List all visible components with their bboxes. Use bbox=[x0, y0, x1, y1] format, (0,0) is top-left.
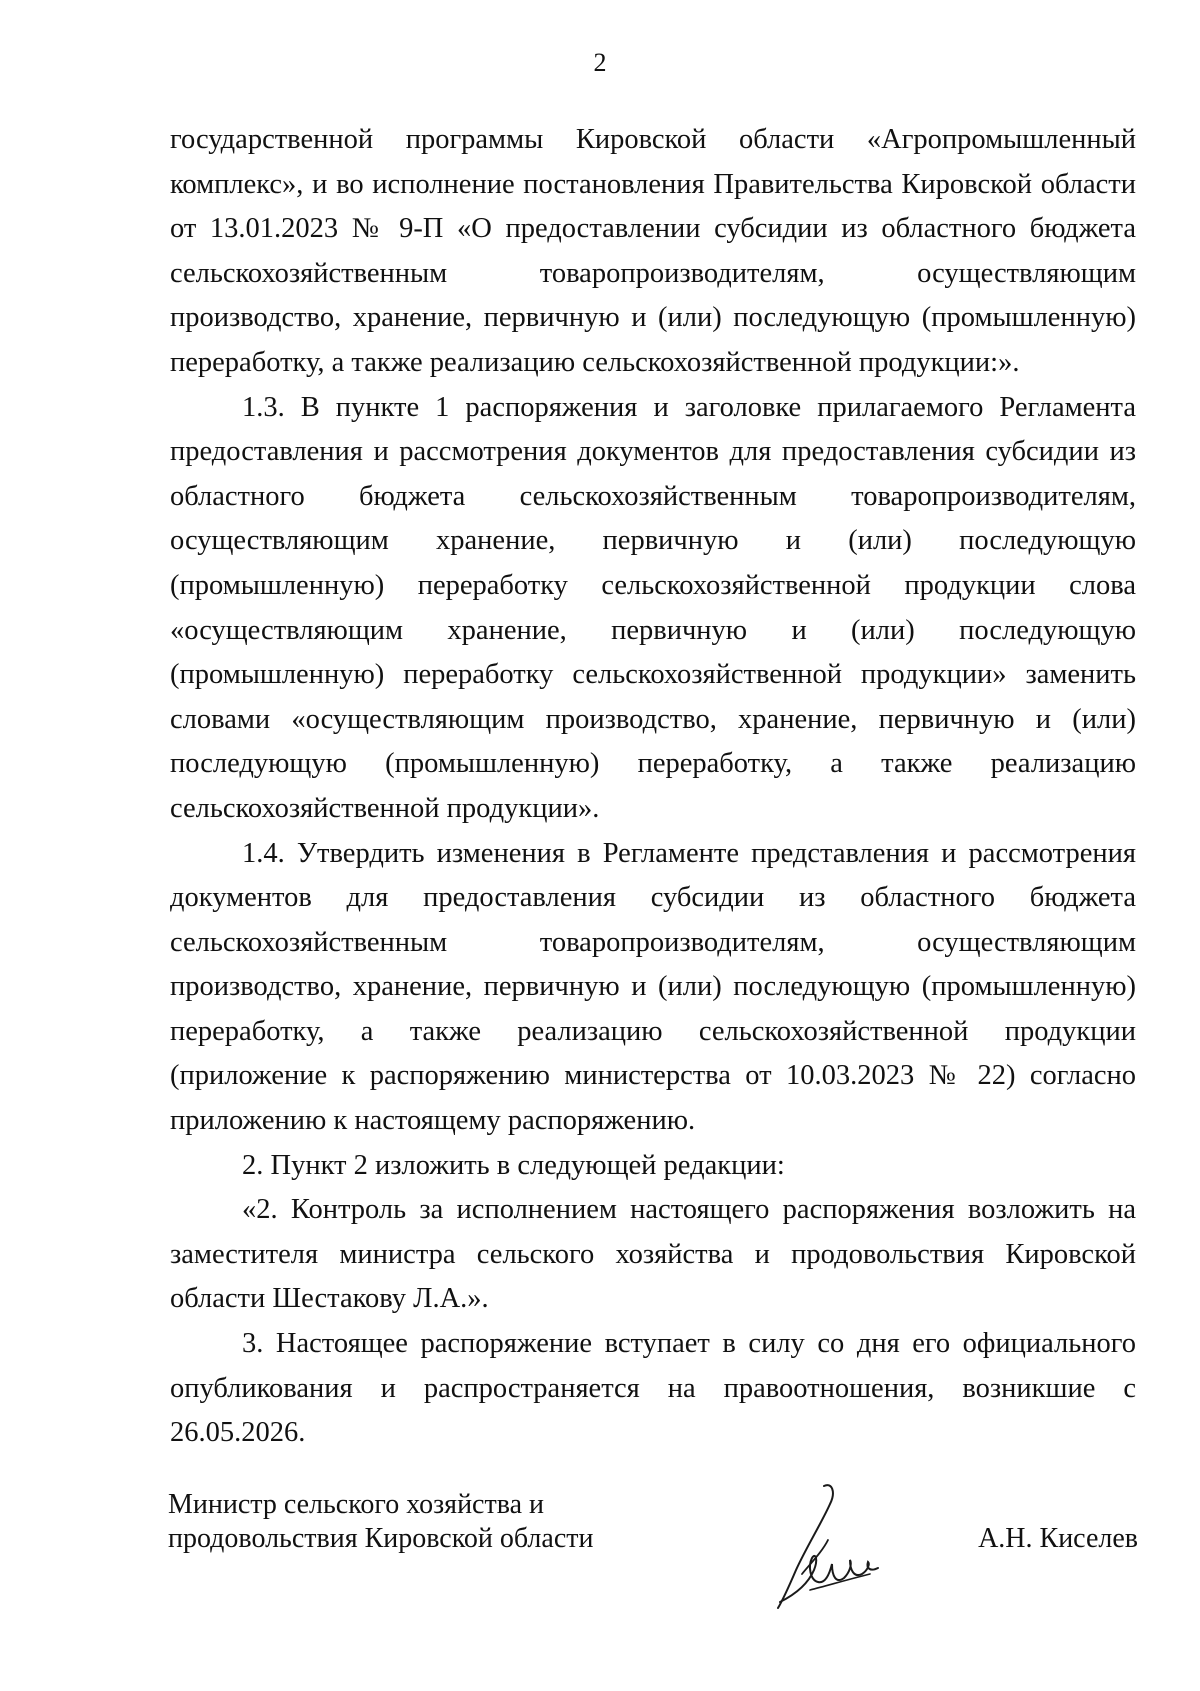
signer-title bbox=[168, 1488, 638, 1556]
paragraph-item-1-4: 1.4. Утвердить изменения в Регламенте представления и рассмотрения документов для предоставления субсидии из областного бюджета сельскохозяйственным товаропроизводителям, осуществляющим производство, хранение, первичную и (или) последующую (промышленную) переработку, а также реализацию сельскохозяйственной продукции (приложение к распоряжению министерства от 10.03.2023 № 22) согласно приложению к настоящему распоряжению. bbox=[170, 837, 1136, 1137]
paragraph-item-2: 2. Пункт 2 изложить в следующей редакции: bbox=[242, 1149, 785, 1181]
handwritten-signature bbox=[766, 1478, 886, 1618]
paragraph-continuation: государственной программы Кировской области «Агропромышленный комплекс», и во исполнение постановления Правительства Кировской области от 13.01.2023 № 9-П «О предоставлении субсидии из областного бюджета сельскохозяйственным товаропроизводителям, осуществляющим производство, хранение, первичную и (или) последующую (промышленную) переработку, а также реализацию сельскохозяйственной продукции:». bbox=[170, 124, 1136, 378]
paragraph-item-3: 3. Настоящее распоряжение вступает в силу со дня его официального опубликования и распространяется на правоотношения, возникшие с 26.05.2026. bbox=[170, 1328, 1136, 1449]
signature-block bbox=[168, 1488, 1138, 1628]
document-body bbox=[170, 118, 1136, 1456]
signer-title-line-2: продовольствия Кировской области bbox=[168, 1523, 594, 1554]
signer-title-line-1: Министр сельского хозяйства и bbox=[168, 1489, 544, 1520]
paragraph-item-2-quote: «2. Контроль за исполнением настоящего распоряжения возложить на заместителя министра сельского хозяйства и продовольствия Кировской области Шестакову Л.А.». bbox=[170, 1194, 1136, 1315]
signer-name: А.Н. Киселев bbox=[978, 1523, 1138, 1554]
paragraph-item-1-3: 1.3. В пункте 1 распоряжения и заголовке прилагаемого Регламента предоставления и рассмотрения документов для предоставления субсидии из областного бюджета сельскохозяйственным товаропроизводителям, осуществляющим хранение, первичную и (или) последующую (промышленную) переработку сельскохозяйственной продукции слова «осуществляющим хранение, первичную и (или) последующую (промышленную) переработку сельскохозяйственной продукции» заменить словами «осуществляющим производство, хранение, первичную и (или) последующую (промышленную) переработку, а также реализацию сельскохозяйственной продукции». bbox=[170, 391, 1136, 824]
page-number: 2 bbox=[593, 48, 607, 77]
